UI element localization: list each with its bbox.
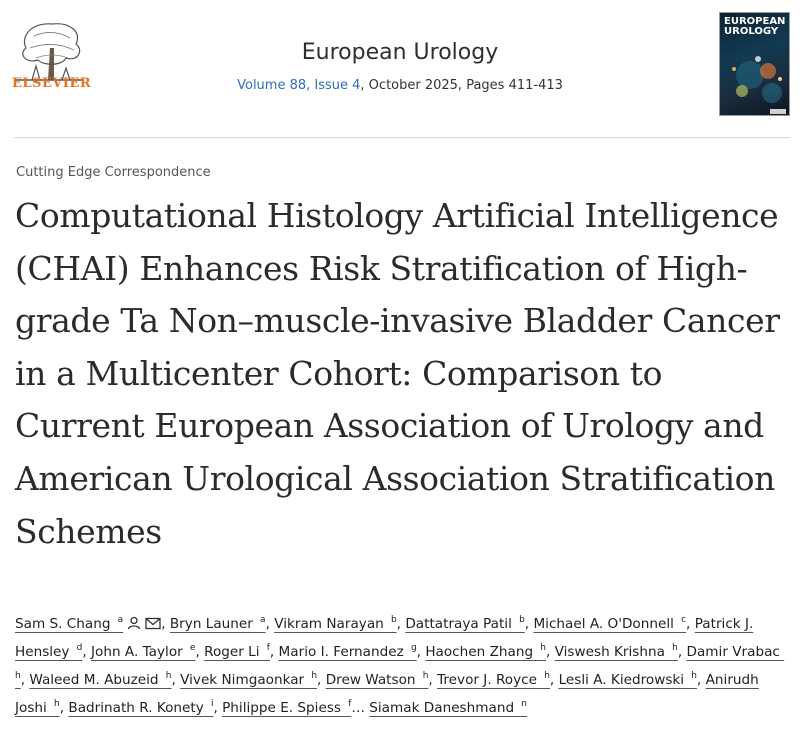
author-name: Sam S. Chang bbox=[15, 616, 111, 632]
author-separator: , bbox=[82, 644, 92, 660]
author-link[interactable] bbox=[559, 672, 697, 688]
affiliation-marker: f bbox=[263, 643, 270, 653]
author-name: John A. Taylor bbox=[91, 644, 183, 660]
author-separator: , bbox=[428, 672, 438, 688]
journal-title[interactable]: European Urology bbox=[301, 40, 499, 65]
author-name: Vivek Nimgaonkar bbox=[180, 672, 305, 688]
affiliation-marker: b bbox=[388, 615, 397, 625]
volume-issue-link[interactable]: Volume 88, Issue 4 bbox=[237, 78, 361, 93]
person-icon[interactable] bbox=[127, 616, 141, 630]
author-link[interactable] bbox=[91, 644, 195, 660]
author-link[interactable] bbox=[425, 644, 546, 660]
author-separator: … bbox=[351, 700, 370, 716]
affiliation-marker: b bbox=[516, 615, 525, 625]
author-link[interactable] bbox=[555, 644, 678, 660]
affiliation-marker: g bbox=[408, 643, 417, 653]
author-link[interactable] bbox=[170, 616, 266, 632]
author-name: Mario I. Fernandez bbox=[278, 644, 404, 660]
issue-details: , October 2025, Pages 411-413 bbox=[360, 78, 563, 93]
author-separator: , bbox=[396, 616, 406, 632]
journal-header bbox=[0, 0, 800, 138]
author-name: Roger Li bbox=[204, 644, 260, 660]
author-name: Siamak Daneshmand bbox=[369, 700, 515, 716]
author-name: Drew Watson bbox=[325, 672, 416, 688]
affiliation-marker: h bbox=[419, 671, 429, 681]
author-link[interactable] bbox=[369, 700, 527, 716]
author-name: Vikram Narayan bbox=[274, 616, 384, 632]
affiliation-marker: h bbox=[308, 671, 318, 681]
author-separator: , bbox=[686, 616, 695, 632]
author-separator: , bbox=[269, 644, 279, 660]
author-separator: , bbox=[416, 644, 426, 660]
affiliation-marker: h bbox=[688, 671, 697, 681]
author-separator: , bbox=[677, 644, 687, 660]
author-name: Dattatraya Patil bbox=[405, 616, 512, 632]
author-separator: , bbox=[265, 616, 275, 632]
author-name: Anirudh Joshi bbox=[15, 672, 759, 716]
affiliation-marker: a bbox=[114, 615, 124, 625]
author-link[interactable] bbox=[437, 672, 550, 688]
author-link[interactable] bbox=[405, 616, 524, 632]
affiliation-marker: h bbox=[15, 671, 21, 681]
author-name: Badrinath R. Konety bbox=[68, 700, 204, 716]
author-separator: , bbox=[524, 616, 534, 632]
author-link[interactable] bbox=[180, 672, 317, 688]
email-icon[interactable] bbox=[145, 617, 161, 630]
author-separator: , bbox=[213, 700, 223, 716]
author-link[interactable] bbox=[68, 700, 213, 716]
journal-cover[interactable] bbox=[719, 12, 790, 116]
publisher-wordmark: ELSEVIER bbox=[12, 76, 92, 91]
author-link[interactable] bbox=[274, 616, 396, 632]
affiliation-marker: h bbox=[51, 699, 60, 709]
author-name: Michael A. O'Donnell bbox=[533, 616, 674, 632]
author-list bbox=[15, 610, 795, 722]
cover-artwork bbox=[720, 13, 790, 116]
author-separator: , bbox=[696, 672, 706, 688]
author-name: Lesli A. Kiedrowski bbox=[558, 672, 685, 688]
author-name: Philippe E. Spiess bbox=[222, 700, 341, 716]
author-name: Trevor J. Royce bbox=[437, 672, 537, 688]
author-separator: , bbox=[20, 672, 30, 688]
author-name: Patrick J. Hensley bbox=[15, 616, 754, 660]
affiliation-marker: h bbox=[162, 671, 172, 681]
volume-issue bbox=[180, 78, 620, 93]
affiliation-marker: d bbox=[73, 643, 83, 653]
author-separator: , bbox=[549, 672, 559, 688]
header-divider bbox=[14, 137, 790, 138]
author-link[interactable] bbox=[204, 644, 270, 660]
author-name: Bryn Launer bbox=[169, 616, 253, 632]
author-link[interactable] bbox=[29, 672, 171, 688]
author-link[interactable] bbox=[222, 700, 351, 716]
author-link[interactable] bbox=[326, 672, 429, 688]
affiliation-marker: a bbox=[257, 615, 266, 625]
affiliation-marker: h bbox=[669, 643, 678, 653]
author-name: Damir Vrabac bbox=[686, 644, 780, 660]
affiliation-marker: f bbox=[345, 699, 352, 709]
affiliation-marker: h bbox=[541, 671, 550, 681]
article-section: Cutting Edge Correspondence bbox=[16, 165, 211, 180]
author-link[interactable] bbox=[279, 644, 417, 660]
author-link[interactable] bbox=[533, 616, 686, 632]
author-name: Viswesh Krishna bbox=[554, 644, 665, 660]
cover-title: EUROPEAN UROLOGY bbox=[724, 16, 786, 37]
author-separator: , bbox=[195, 644, 205, 660]
author-link[interactable] bbox=[15, 616, 161, 632]
author-separator: , bbox=[171, 672, 181, 688]
affiliation-marker: i bbox=[208, 699, 214, 709]
author-separator: , bbox=[59, 700, 69, 716]
affiliation-marker: n bbox=[518, 699, 527, 709]
affiliation-marker: h bbox=[537, 643, 546, 653]
affiliation-marker: c bbox=[678, 615, 687, 625]
author-separator: , bbox=[317, 672, 326, 688]
author-name: Haochen Zhang bbox=[425, 644, 534, 660]
author-name: Waleed M. Abuzeid bbox=[29, 672, 159, 688]
affiliation-marker: e bbox=[187, 643, 196, 653]
author-separator: , bbox=[161, 616, 170, 632]
author-separator: , bbox=[545, 644, 555, 660]
article-title: Computational Histology Artificial Intelligence (CHAI) Enhances Risk Stratification of High-grade Ta Non–muscle-invasive Bladder Cancer in a Multicenter Cohort: Comparison to Current European Association of Urology and American Urological Association Stratification Schemes bbox=[15, 196, 780, 551]
